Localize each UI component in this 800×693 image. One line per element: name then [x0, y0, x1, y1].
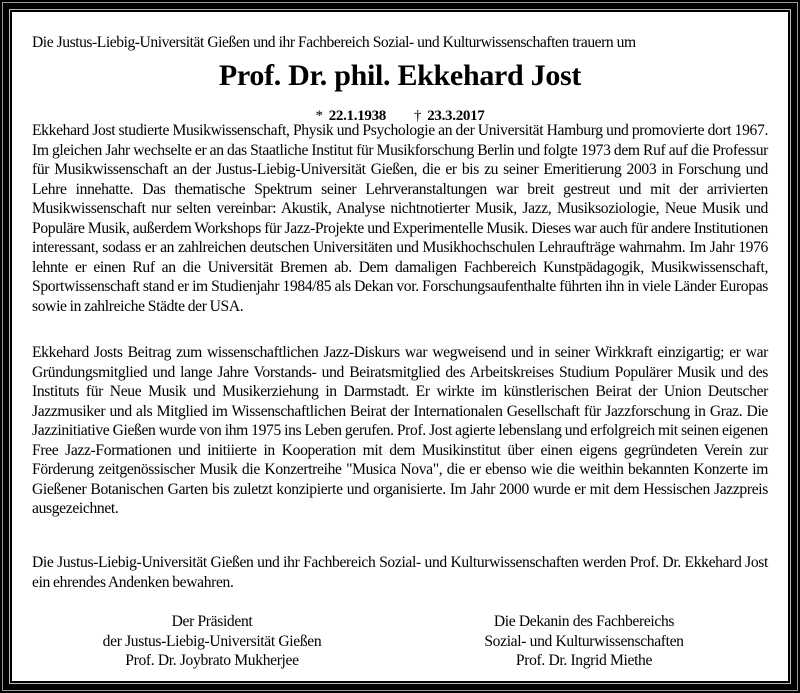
jazz-contribution-paragraph: Ekkehard Josts Beitrag zum wissenschaftlichen Jazz-Diskurs war wegweisend und in seiner Wirkkraft einzigartig; er war Gründungsmitglied und lange Jahre Vorstands- und Beiratsmitglied des Arbeitskreises Studium Populärer Musik und des Instituts für Neue Musik und Musikerziehung in Darmstadt. Er wirkte im künstlerischen Beirat der Union Deutscher Jazzmusiker und als Mitglied im Wissenschaftlichen Beirat der Internationalen Gesellschaft für Jazzforschung in Graz. Die Jazzinitiative Gießen wurde von ihm 1975 ins Leben gerufen. Prof. Jost agierte lebenslang und erfolgreich mit seinen eigenen Free Jazz-Formationen und initiierte in Kooperation mit dem Musikinstitut über einen eigens gegründeten Verein zur Förderung zeitgenössischer Musik die Konzertreihe "Musica Nova", die er ebenso wie die weithin bekannten Konzerte im Gießener Botanischen Garten bis zuletzt konzipierte und organisierte. Im Jahr 2000 wurde er mit dem Hessischen Jazzpreis ausgezeichnet.	[32, 344, 768, 517]
cross-icon: †	[414, 108, 422, 124]
born-date: 22.1.1938	[328, 108, 386, 124]
signature-institution: Sozial- und Kulturwissenschaften	[484, 632, 684, 650]
born-symbol-icon: *	[315, 108, 323, 124]
death-date: 23.3.2017	[427, 108, 485, 124]
biography-paragraph: Ekkehard Jost studierte Musikwissenschaft, Physik und Psychologie an der Universität Hamburg und promovierte dort 1967. Im gleichen Jahr wechselte er an das Staatliche Institut für Musikforschung Berlin und folgte 1973 dem Ruf auf die Professur für Musikwissenschaft an der Justus-Liebig-Universität Gießen, die er bis zu seiner Emeritierung 2003 in Forschung und Lehre innehatte. Das thematische Spektrum seiner Lehrveranstaltungen war breit gestreut und mit der arrivierten Musikwissenschaft nur selten vereinbar: Akustik, Analyse nichtnotierter Musik, Jazz, Musiksoziologie, Neue Musik und Populäre Musik, außerdem Workshops für Jazz-Projekte und Experimentelle Musik. Dieses war auch für andere Institutionen interessant, sodass er an zahlreichen deutschen Universitäten und Musikhochschulen Lehraufträge wahrnahm. Im Jahr 1976 lehnte er einen Ruf an die Universität Bremen ab. Dem damaligen Fachbereich Kunstpädagogik, Musikwissenschaft, Sportwissenschaft stand er im Studienjahr 1984/85 als Dekan vor. Forschungsaufenthalte führten ihn in viele Länder Europas sowie in zahlreiche Städte der USA.	[32, 122, 768, 315]
intro-line: Die Justus-Liebig-Universität Gießen und ihr Fachbereich Sozial- und Kulturwissenschaften trauern um	[32, 34, 636, 51]
closing-paragraph: Die Justus-Liebig-Universität Gießen und ihr Fachbereich Sozial- und Kulturwissenschaften werden Prof. Dr. Ekkehard Jost ein ehrendes Andenken bewahren.	[32, 554, 768, 591]
signature-person: Prof. Dr. Ingrid Miethe	[515, 652, 653, 669]
signature-role: Der Präsident	[171, 613, 253, 630]
signature-institution: der Justus-Liebig-Universität Gießen	[102, 632, 322, 650]
deceased-name: Prof. Dr. phil. Ekkehard Jost	[218, 59, 582, 92]
signature-president	[72, 612, 352, 671]
signature-person: Prof. Dr. Joybrato Mukherjee	[125, 652, 299, 669]
obituary-notice	[12, 12, 788, 681]
signature-dean	[444, 612, 724, 671]
signature-role: Die Dekanin des Fachbereichs	[493, 613, 675, 630]
